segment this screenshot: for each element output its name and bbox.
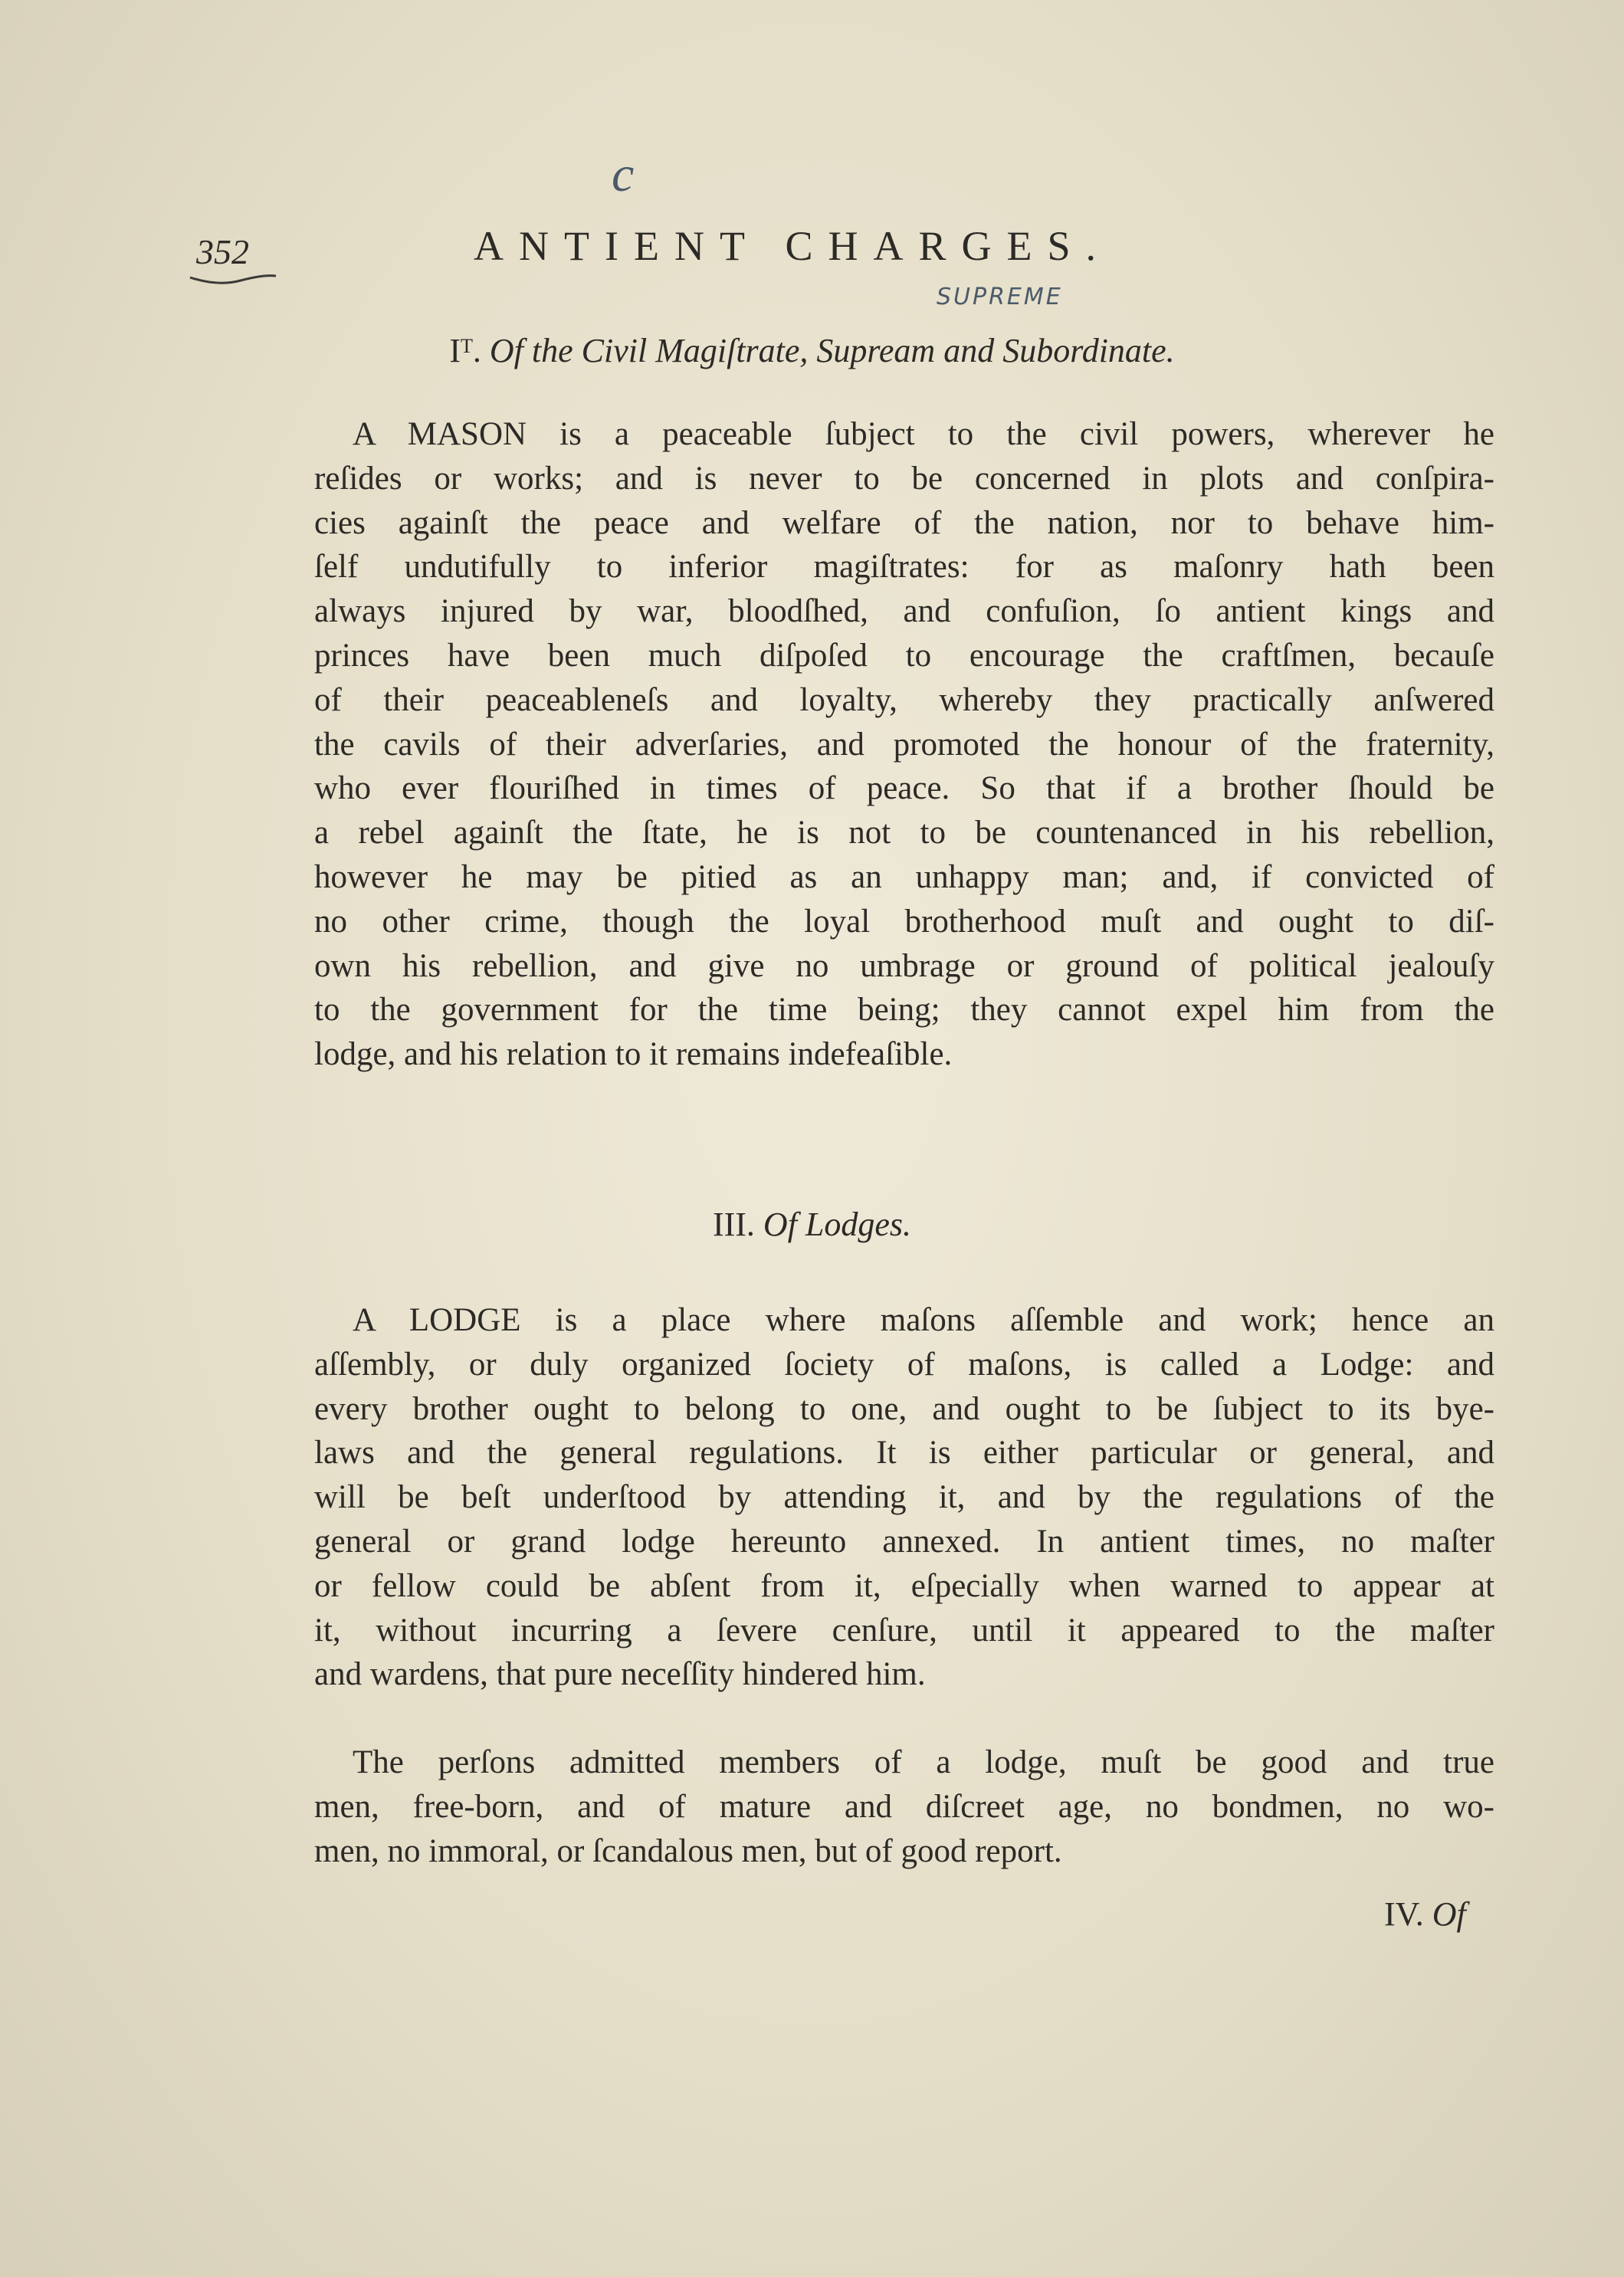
text-line: it, without incurring a ſevere cenſure, until it appeared to the maſter bbox=[314, 1612, 1494, 1649]
catchword bbox=[1384, 1895, 1466, 1934]
section-number: Iᵀ. bbox=[449, 332, 481, 369]
text-line: of their peaceableneſs and loyalty, whereby they practically anſwered bbox=[314, 681, 1494, 718]
text-line: reſides or works; and is never to be concerned in plots and conſpira- bbox=[314, 460, 1494, 497]
section-heading-lodges bbox=[0, 1205, 1624, 1244]
text-line: lodge, and his relation to it remains indefeaſible. bbox=[314, 1036, 953, 1073]
catchword-number: IV. bbox=[1384, 1895, 1424, 1933]
section-title: Of the Civil Magiſtrate, Supream and Subordinate. bbox=[489, 332, 1175, 369]
text-line: laws and the general regulations. It is either particular or general, and bbox=[314, 1435, 1494, 1472]
text-line: however he may be pitied as an unhappy man; and, if convicted of bbox=[314, 858, 1494, 895]
text-line: who ever flouriſhed in times of peace. So that if a brother ſhould be bbox=[314, 770, 1494, 807]
text-line: ſelf undutifully to inferior magiſtrates: for as maſonry hath been bbox=[314, 549, 1494, 586]
paragraph-civil-magistrate bbox=[314, 412, 1494, 1077]
section-heading-civil-magistrate bbox=[0, 331, 1624, 370]
paragraph-lodge-members bbox=[314, 1741, 1494, 1873]
text-line: general or grand lodge hereunto annexed. In antient times, no maſter bbox=[314, 1523, 1494, 1560]
text-line: will be beſt underſtood by attending it, and by the regulations of the bbox=[314, 1479, 1494, 1516]
paragraph-lodges bbox=[314, 1298, 1494, 1697]
text-line: A MASON is a peaceable ſubject to the civil powers, wherever he bbox=[353, 416, 1494, 452]
text-line: no other crime, though the loyal brotherhood muſt and ought to diſ- bbox=[314, 903, 1494, 940]
text-line: A LODGE is a place where maſons aſſemble and work; hence an bbox=[353, 1302, 1494, 1338]
text-line: men, no immoral, or ſcandalous men, but of good report. bbox=[314, 1832, 1062, 1869]
page-number-underline-flourish bbox=[187, 273, 279, 288]
margin-annotation-letter: c bbox=[612, 146, 635, 202]
section-title: Of Lodges. bbox=[763, 1206, 912, 1243]
section-number: III. bbox=[712, 1206, 755, 1243]
text-line: or fellow could be abſent from it, eſpecially when warned to appear at bbox=[314, 1567, 1494, 1604]
page-number: 352 bbox=[196, 232, 249, 271]
text-line: to the government for the time being; they cannot expel him from the bbox=[314, 992, 1494, 1029]
text-line: and wardens, that pure neceſſity hindered him. bbox=[314, 1656, 926, 1693]
text-line: men, free-born, and of mature and diſcreet age, no bondmen, no wo- bbox=[314, 1788, 1494, 1825]
text-line: own his rebellion, and give no umbrage or ground of political jealouſy bbox=[314, 947, 1494, 984]
catchword-word: Of bbox=[1432, 1895, 1466, 1933]
text-line: every brother ought to belong to one, and ought to be ſubject to its bye- bbox=[314, 1390, 1494, 1427]
text-line: princes have been much diſpoſed to encourage the craftſmen, becauſe bbox=[314, 637, 1494, 674]
text-line: a rebel againſt the ſtate, he is not to be countenanced in his rebellion, bbox=[314, 815, 1494, 851]
running-head: ANTIENT CHARGES. bbox=[474, 223, 1111, 269]
text-line: cies againſt the peace and welfare of the nation, nor to behave him- bbox=[314, 504, 1494, 541]
text-line: aſſembly, or duly organized ſociety of maſons, is called a Lodge: and bbox=[314, 1346, 1494, 1383]
margin-annotation-correction: SUPREME bbox=[937, 284, 1063, 310]
text-line: the cavils of their adverſaries, and promoted the honour of the fraternity, bbox=[314, 726, 1494, 763]
text-line: The perſons admitted members of a lodge, muſt be good and true bbox=[353, 1744, 1494, 1780]
text-line: always injured by war, bloodſhed, and confuſion, ſo antient kings and bbox=[314, 593, 1494, 630]
